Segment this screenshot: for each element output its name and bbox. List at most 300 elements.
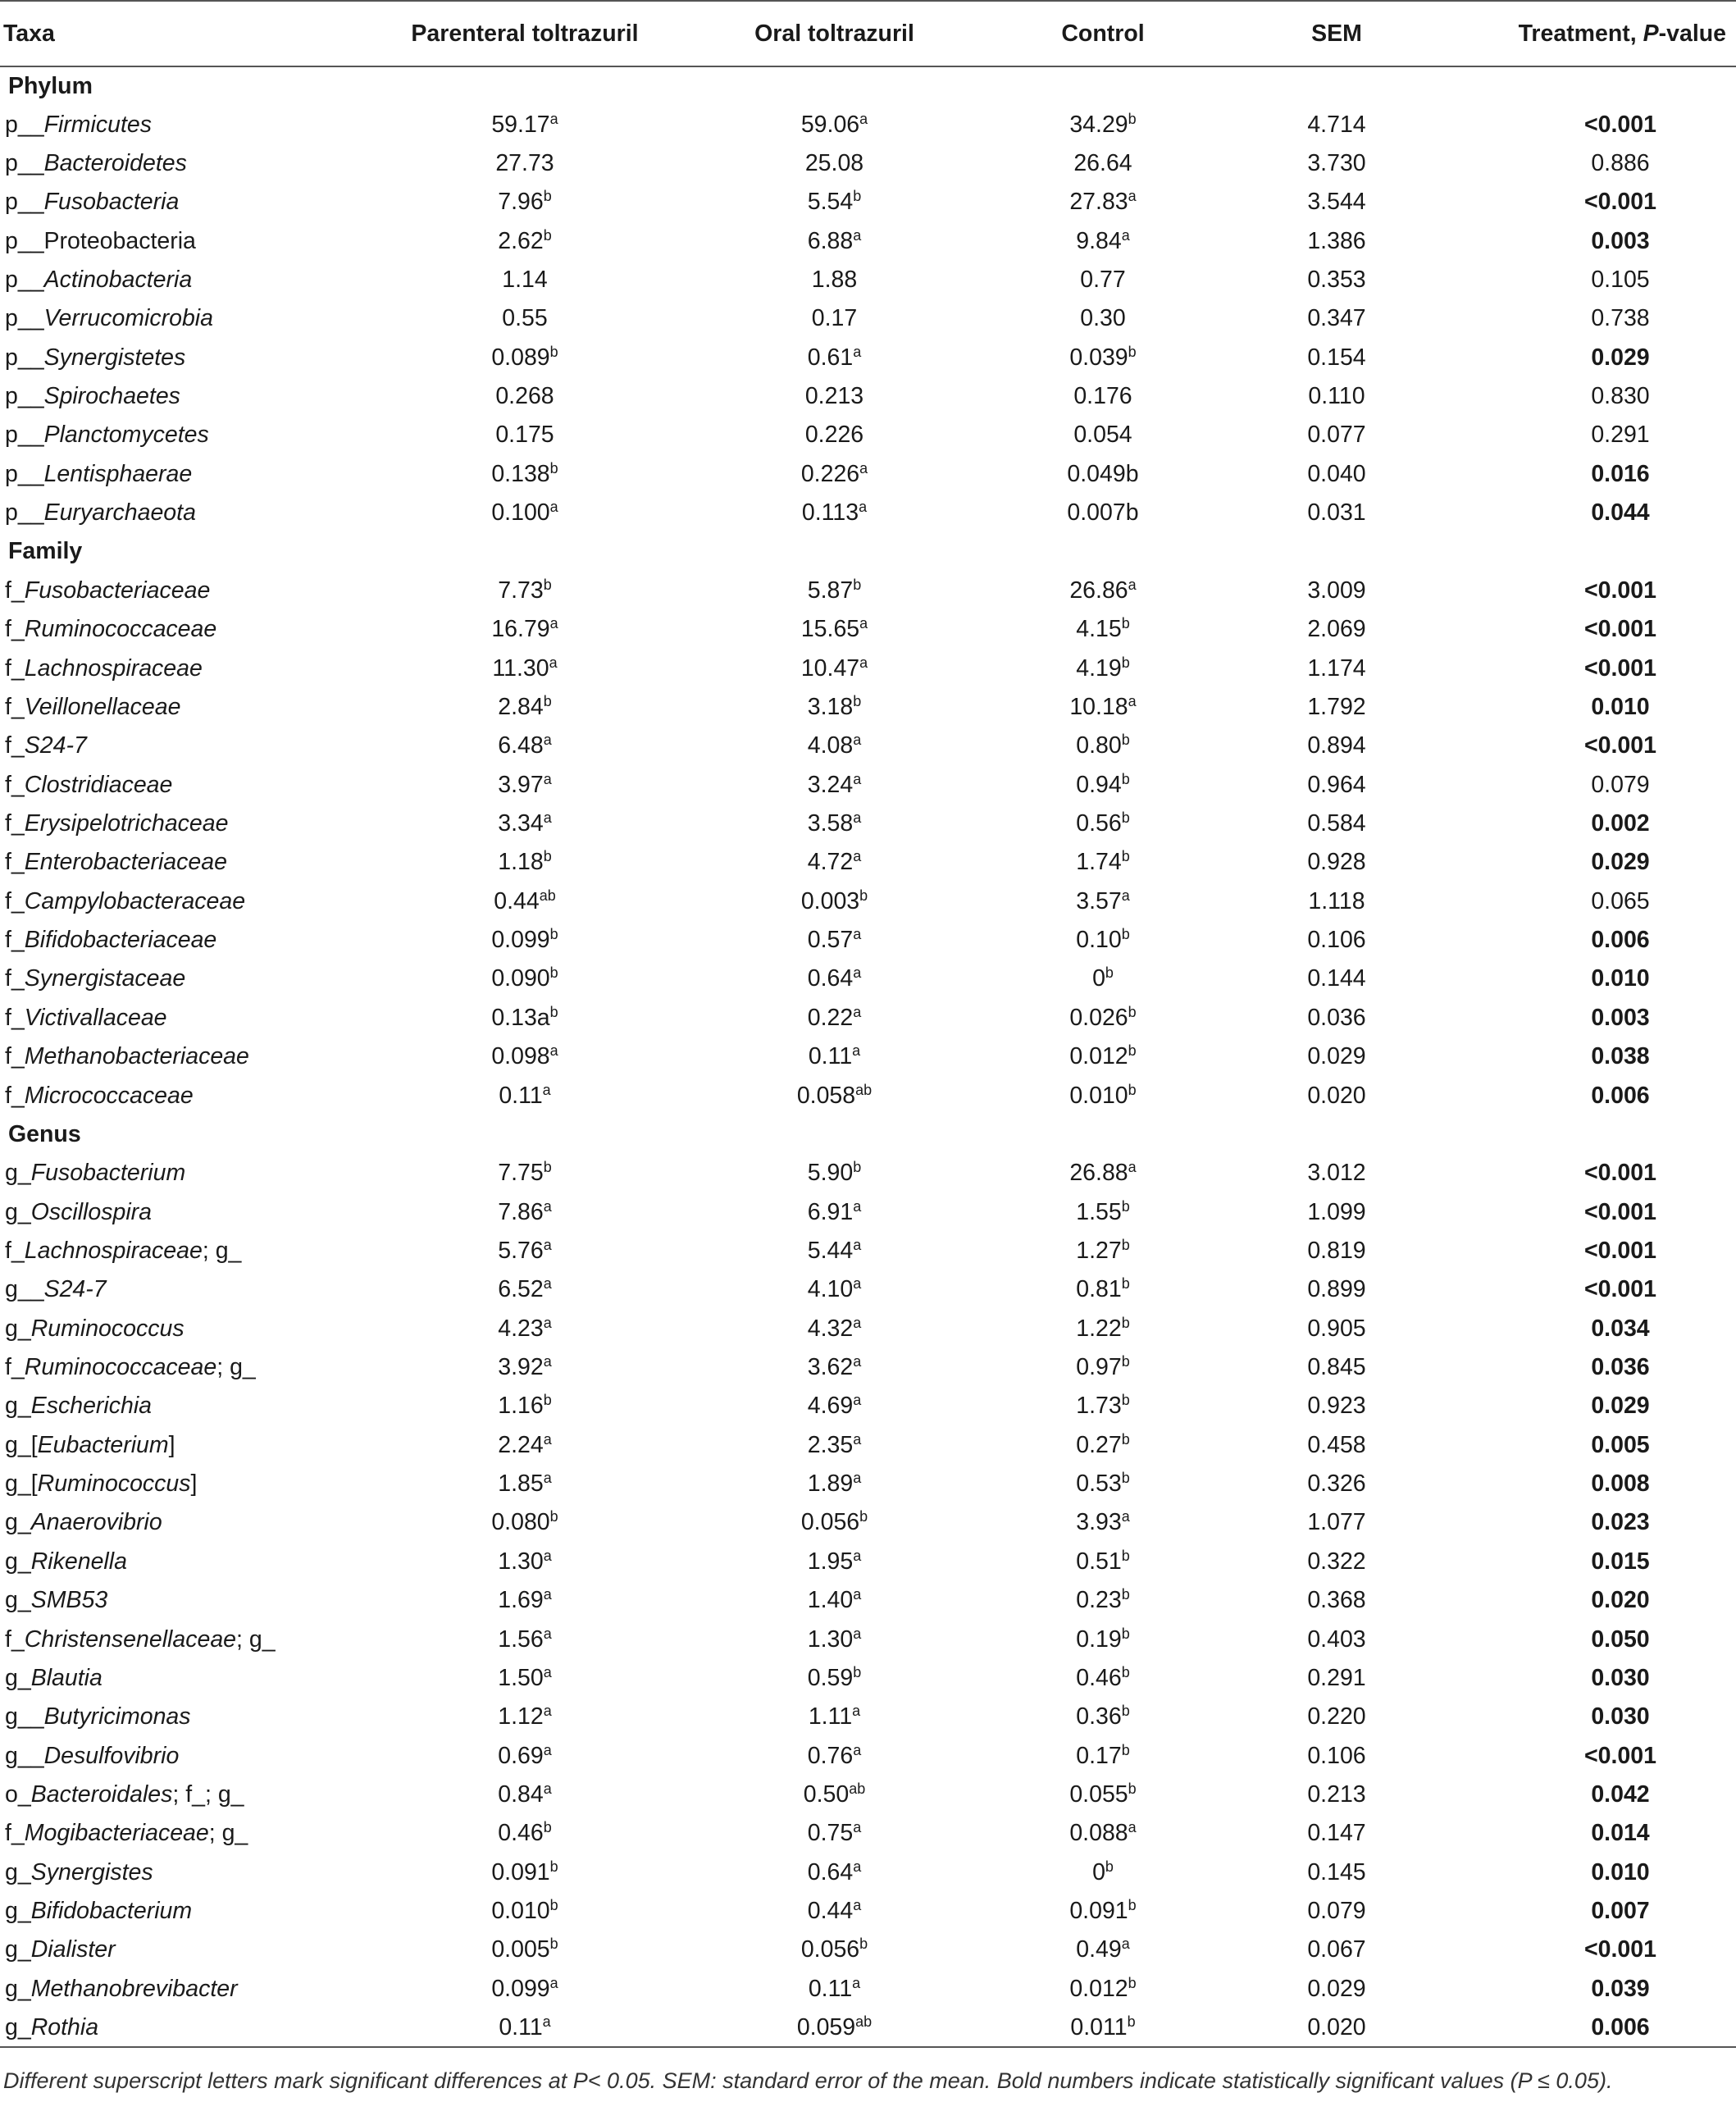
value-oral xyxy=(689,1659,980,1698)
value-oral xyxy=(689,1620,980,1658)
taxon-italic-name: Synergistaceae xyxy=(24,965,186,992)
table-row xyxy=(0,221,1736,260)
value-control xyxy=(980,1543,1226,1581)
taxon-prefix: f_ xyxy=(5,693,25,720)
value-superscript: b xyxy=(1121,848,1130,865)
value-pvalue: 0.039 xyxy=(1591,1975,1650,2002)
value-pvalue: 0.003 xyxy=(1591,1004,1650,1031)
value-number: 5.87 xyxy=(807,577,854,604)
value-number: 0.138 xyxy=(491,460,550,487)
value-oral xyxy=(689,1076,980,1115)
value-pvalue: 0.023 xyxy=(1591,1509,1650,1536)
table-row xyxy=(0,960,1736,998)
value-parenteral xyxy=(361,1270,689,1309)
value-superscript: a xyxy=(1128,188,1137,205)
taxon-italic-name: Oscillospira xyxy=(30,1198,152,1225)
value-superscript: b xyxy=(1127,2013,1136,2030)
value-superscript: a xyxy=(853,1586,862,1603)
value-control xyxy=(980,1736,1226,1775)
value-superscript: b xyxy=(543,1392,552,1409)
taxon-italic-name: Anaerovibrio xyxy=(30,1509,162,1536)
taxon-name xyxy=(0,1037,361,1076)
table-row xyxy=(0,1154,1736,1192)
table-row xyxy=(0,1387,1736,1425)
value-number: 26.88 xyxy=(1069,1160,1128,1187)
value-parenteral xyxy=(361,377,689,416)
value-number: 0 xyxy=(1092,965,1105,992)
value-pvalue: 0.029 xyxy=(1591,344,1650,371)
taxon-suffix: ; g_ xyxy=(208,1820,248,1847)
value-number: 1.55 xyxy=(1076,1198,1122,1225)
value-superscript: a xyxy=(859,654,868,671)
value-superscript: a xyxy=(543,732,552,749)
value-superscript: b xyxy=(853,1663,862,1680)
taxon-prefix: f_ xyxy=(5,771,25,798)
taxon-prefix: g_ xyxy=(5,1509,31,1536)
value-superscript: a xyxy=(853,926,862,943)
taxon-italic-name: Dialister xyxy=(30,1936,116,1963)
taxon-italic-name: Escherichia xyxy=(30,1393,153,1420)
value-superscript: b xyxy=(549,1897,558,1914)
value-number: 5.44 xyxy=(807,1237,854,1264)
value-superscript: a xyxy=(1121,226,1130,244)
value-number: 1.16 xyxy=(498,1393,544,1420)
value-superscript: a xyxy=(853,1547,862,1564)
taxon-italic-name: Spirochaetes xyxy=(43,383,180,410)
taxon-prefix: f_ xyxy=(5,577,25,604)
value-pvalue: 0.034 xyxy=(1591,1315,1650,1342)
value-parenteral xyxy=(361,1503,689,1542)
table-row xyxy=(0,1776,1736,1814)
taxon-name xyxy=(0,183,361,221)
value-pvalue: <0.001 xyxy=(1584,616,1656,643)
value-sem: 0.326 xyxy=(1307,1470,1366,1498)
value-superscript: b xyxy=(853,188,862,205)
value-control xyxy=(980,1037,1226,1076)
taxon-name xyxy=(0,1970,361,2009)
value-superscript: b xyxy=(1121,1586,1130,1603)
table-row xyxy=(0,1853,1736,1892)
value-oral xyxy=(689,1154,980,1192)
value-parenteral xyxy=(361,183,689,221)
value-parenteral xyxy=(361,105,689,144)
taxon-italic-name: Clostridiaceae xyxy=(24,771,173,798)
taxon-name xyxy=(0,1426,361,1465)
value-oral xyxy=(689,805,980,843)
section-row-family xyxy=(0,532,1736,571)
table-row xyxy=(0,261,1736,299)
value-control xyxy=(980,455,1226,494)
value-superscript: b xyxy=(1121,732,1130,749)
table-row xyxy=(0,1310,1736,1348)
value-superscript: a xyxy=(543,1547,552,1564)
table-row xyxy=(0,572,1736,610)
value-sem: 0.403 xyxy=(1307,1626,1366,1653)
value-parenteral xyxy=(361,921,689,960)
taxon-italic-name: S24-7 xyxy=(43,1276,107,1303)
taxon-prefix: g__ xyxy=(5,1276,44,1303)
value-superscript: a xyxy=(859,459,868,476)
table-header xyxy=(0,1,1736,66)
value-oral xyxy=(689,1503,980,1542)
value-control xyxy=(980,2009,1226,2047)
value-number: 0.176 xyxy=(1073,383,1132,410)
value-number: 0.090 xyxy=(491,965,550,992)
taxon-italic-name: SMB53 xyxy=(30,1587,108,1614)
value-number: 1.11 xyxy=(808,1703,853,1730)
value-parenteral xyxy=(361,1037,689,1076)
value-number: 0.088 xyxy=(1069,1820,1128,1847)
header-row xyxy=(0,1,1736,66)
value-control xyxy=(980,1892,1226,1931)
value-parenteral xyxy=(361,1076,689,1115)
value-oral xyxy=(689,144,980,183)
value-pvalue: 0.016 xyxy=(1591,460,1650,487)
taxon-italic-name: Butyricimonas xyxy=(43,1703,191,1730)
taxon-name xyxy=(0,1310,361,1348)
taxon-prefix: g_ xyxy=(5,1393,31,1420)
value-number: 1.73 xyxy=(1076,1393,1122,1420)
value-oral xyxy=(689,688,980,727)
taxon-italic-name: Blautia xyxy=(30,1664,103,1691)
value-superscript: a xyxy=(853,1470,862,1487)
value-oral xyxy=(689,1814,980,1853)
value-number: 6.52 xyxy=(498,1276,544,1303)
value-superscript: b xyxy=(543,692,552,709)
value-control xyxy=(980,1154,1226,1192)
value-sem: 1.386 xyxy=(1307,227,1366,254)
taxon-prefix: g_ xyxy=(5,1587,31,1614)
value-superscript: a xyxy=(1121,887,1130,904)
value-superscript: ab xyxy=(539,887,556,904)
taxon-name xyxy=(0,610,361,649)
section-title: Phylum xyxy=(8,72,93,99)
value-pvalue: 0.002 xyxy=(1591,810,1650,837)
taxon-italic-name: Victivallaceae xyxy=(24,1004,167,1031)
value-pvalue: <0.001 xyxy=(1584,654,1656,682)
value-pvalue: 0.014 xyxy=(1591,1820,1650,1847)
value-pvalue: 0.006 xyxy=(1591,927,1650,954)
value-parenteral xyxy=(361,882,689,921)
value-control xyxy=(980,765,1226,804)
value-number: 1.74 xyxy=(1076,849,1122,876)
value-superscript: b xyxy=(1128,1974,1137,1991)
value-number: 0.10 xyxy=(1076,927,1122,954)
value-oral xyxy=(689,1465,980,1503)
value-number: 2.84 xyxy=(498,693,544,720)
taxon-name xyxy=(0,765,361,804)
value-parenteral xyxy=(361,144,689,183)
value-pvalue: <0.001 xyxy=(1584,1742,1656,1769)
value-number: 0.268 xyxy=(495,383,554,410)
value-oral xyxy=(689,649,980,687)
value-number: 0.059 xyxy=(796,2013,856,2040)
value-pvalue: 0.006 xyxy=(1447,2009,1736,2047)
value-number: 2.62 xyxy=(498,227,544,254)
value-control xyxy=(980,572,1226,610)
value-superscript: a xyxy=(853,1236,862,1253)
value-parenteral xyxy=(361,843,689,882)
value-superscript: b xyxy=(1121,809,1130,826)
taxon-name xyxy=(0,416,361,454)
value-number: 1.85 xyxy=(498,1470,544,1498)
value-pvalue: 0.006 xyxy=(1591,1082,1650,1109)
value-number: 3.18 xyxy=(807,693,854,720)
value-control xyxy=(980,843,1226,882)
value-parenteral xyxy=(361,1736,689,1775)
value-sem: 1.077 xyxy=(1307,1509,1366,1536)
taxon-prefix: p__ xyxy=(5,266,44,293)
value-number: 4.69 xyxy=(807,1393,854,1420)
value-number: 0.13a xyxy=(491,1004,550,1031)
value-number: 3.57 xyxy=(1076,887,1122,914)
value-number: 0.11 xyxy=(499,2013,543,2040)
value-superscript: b xyxy=(543,576,552,593)
taxon-name xyxy=(0,1232,361,1270)
taxon-name xyxy=(0,299,361,338)
value-number: 1.14 xyxy=(502,266,548,293)
value-pvalue: <0.001 xyxy=(1584,189,1656,216)
taxon-italic-name: Ruminococcus xyxy=(30,1315,185,1342)
table-row xyxy=(0,843,1736,882)
table-row xyxy=(0,1270,1736,1309)
taxon-name xyxy=(0,805,361,843)
value-superscript: b xyxy=(1121,1392,1130,1409)
table-row xyxy=(0,1698,1736,1736)
value-parenteral xyxy=(361,1154,689,1192)
value-parenteral xyxy=(361,1348,689,1387)
value-number: 1.95 xyxy=(807,1548,854,1575)
value-oral xyxy=(689,610,980,649)
value-oral xyxy=(689,1581,980,1620)
taxon-prefix: g__ xyxy=(5,1703,44,1730)
value-pvalue: 0.003 xyxy=(1591,227,1650,254)
value-superscript: a xyxy=(543,1197,552,1215)
value-superscript: b xyxy=(549,926,558,943)
taxon-name xyxy=(0,1853,361,1892)
value-number: 1.22 xyxy=(1076,1315,1122,1342)
taxon-name xyxy=(0,1659,361,1698)
value-superscript: a xyxy=(543,770,552,787)
value-number: 0.11 xyxy=(808,1043,853,1070)
taxon-prefix: g_[ xyxy=(5,1470,38,1498)
taxon-italic-name: Ruminococcaceae xyxy=(24,1354,217,1381)
value-control xyxy=(980,649,1226,687)
value-superscript: a xyxy=(853,732,862,749)
value-number: 0.091 xyxy=(1069,1898,1128,1925)
taxon-name xyxy=(0,494,361,532)
taxon-suffix: ; g_ xyxy=(236,1626,276,1653)
value-sem: 1.174 xyxy=(1307,654,1366,682)
taxon-suffix: ] xyxy=(190,1470,198,1498)
value-sem: 0.458 xyxy=(1307,1431,1366,1458)
taxon-name xyxy=(0,649,361,687)
value-number: 0.058 xyxy=(796,1082,856,1109)
value-superscript: a xyxy=(543,1275,552,1293)
value-control xyxy=(980,144,1226,183)
value-sem: 0.147 xyxy=(1307,1820,1366,1847)
value-sem: 0.106 xyxy=(1307,1742,1366,1769)
value-superscript: b xyxy=(1121,1314,1130,1331)
value-parenteral xyxy=(361,960,689,998)
value-number: 0.23 xyxy=(1076,1587,1122,1614)
value-pvalue: 0.065 xyxy=(1591,887,1650,914)
value-superscript: a xyxy=(549,615,558,632)
value-number: 0.80 xyxy=(1076,732,1122,759)
value-superscript: b xyxy=(853,692,862,709)
value-number: 0.007b xyxy=(1067,499,1139,527)
value-superscript: b xyxy=(1121,1236,1130,1253)
value-superscript: a xyxy=(1128,1819,1137,1836)
value-number: 0.089 xyxy=(491,344,550,371)
value-superscript: a xyxy=(1121,1508,1130,1525)
value-number: 4.08 xyxy=(807,732,854,759)
value-number: 7.96 xyxy=(498,189,544,216)
taxon-italic-name: Lachnospiraceae xyxy=(24,654,203,682)
value-number: 0.049b xyxy=(1067,460,1139,487)
taxon-italic-name: Planctomycetes xyxy=(43,422,209,449)
table-row xyxy=(0,1348,1736,1387)
value-parenteral xyxy=(361,1387,689,1425)
value-superscript: a xyxy=(853,1275,862,1293)
taxon-italic-name: Euryarchaeota xyxy=(43,499,196,527)
value-number: 0.36 xyxy=(1076,1703,1122,1730)
value-superscript: ab xyxy=(855,1081,873,1098)
taxon-prefix: f_ xyxy=(5,1237,25,1264)
taxon-name xyxy=(0,1503,361,1542)
taxon-italic-name: Synergistetes xyxy=(43,344,186,371)
value-number: 0.026 xyxy=(1069,1004,1128,1031)
value-parenteral xyxy=(361,1232,689,1270)
value-number: 5.90 xyxy=(807,1160,854,1187)
value-oral xyxy=(689,765,980,804)
value-pvalue: 0.038 xyxy=(1591,1043,1650,1070)
table-row xyxy=(0,688,1736,727)
value-parenteral xyxy=(361,1543,689,1581)
value-superscript: a xyxy=(1121,1936,1130,1953)
section-row-phylum xyxy=(0,66,1736,105)
taxon-prefix: f_ xyxy=(5,1820,25,1847)
table-row xyxy=(0,2009,1736,2047)
value-parenteral xyxy=(361,727,689,765)
taxon-prefix: p__ xyxy=(5,460,44,487)
value-number: 0.22 xyxy=(807,1004,854,1031)
value-number: 9.84 xyxy=(1076,227,1122,254)
taxon-prefix: g_[ xyxy=(5,1431,38,1458)
taxon-name xyxy=(0,1543,361,1581)
taxon-italic-name: Ruminococcus xyxy=(37,1470,191,1498)
value-superscript: a xyxy=(853,1430,862,1448)
value-parenteral xyxy=(361,1310,689,1348)
table-footnote: Different superscript letters mark significant differences at P< 0.05. SEM: standard error of the mean. Bold numbers indicate statistically significant values (P ≤ 0.05). xyxy=(3,2068,1613,2093)
value-superscript: b xyxy=(1121,1625,1130,1642)
value-pvalue: <0.001 xyxy=(1584,111,1656,138)
value-parenteral xyxy=(361,1814,689,1853)
value-number: 0.69 xyxy=(498,1742,544,1769)
taxon-prefix: f_ xyxy=(5,1626,25,1653)
value-control xyxy=(980,1310,1226,1348)
value-pvalue: 0.738 xyxy=(1591,305,1650,332)
taxon-prefix: g_ xyxy=(5,1936,31,1963)
taxon-suffix: ] xyxy=(168,1431,175,1458)
value-number: 2.24 xyxy=(498,1431,544,1458)
taxon-name xyxy=(0,572,361,610)
value-number: 0.11 xyxy=(808,1975,853,2002)
value-number: 10.47 xyxy=(800,654,860,682)
taxon-italic-name: Enterobacteriaceae xyxy=(24,849,227,876)
value-control xyxy=(980,377,1226,416)
value-sem: 3.544 xyxy=(1307,189,1366,216)
value-number: 10.18 xyxy=(1069,693,1128,720)
value-superscript: b xyxy=(1121,615,1130,632)
value-pvalue: <0.001 xyxy=(1584,732,1656,759)
table-row xyxy=(0,649,1736,687)
taxon-italic-name: Bifidobacteriaceae xyxy=(24,927,217,954)
taxon-prefix: g_ xyxy=(5,1898,31,1925)
value-control xyxy=(980,921,1226,960)
value-control xyxy=(980,221,1226,260)
taxon-prefix: p__ xyxy=(5,383,44,410)
taxon-prefix: f_ xyxy=(5,616,25,643)
value-superscript: b xyxy=(543,188,552,205)
value-superscript: a xyxy=(853,1625,862,1642)
value-sem: 3.730 xyxy=(1307,149,1366,176)
value-number: 0.57 xyxy=(807,927,854,954)
taxon-prefix: g_ xyxy=(5,1160,31,1187)
value-parenteral xyxy=(361,1970,689,2009)
value-oral xyxy=(689,1543,980,1581)
value-pvalue: 0.015 xyxy=(1591,1548,1650,1575)
value-number: 7.75 xyxy=(498,1160,544,1187)
taxon-italic-name: Mogibacteriaceae xyxy=(24,1820,209,1847)
value-sem: 0.368 xyxy=(1307,1587,1366,1614)
value-number: 34.29 xyxy=(1069,111,1128,138)
value-number: 2.35 xyxy=(807,1431,854,1458)
table-row xyxy=(0,1659,1736,1698)
value-control xyxy=(980,261,1226,299)
value-number: 4.19 xyxy=(1076,654,1122,682)
taxon-prefix: p__ xyxy=(5,344,44,371)
value-superscript: a xyxy=(852,1974,861,1991)
value-superscript: b xyxy=(1128,110,1137,127)
value-pvalue: 0.886 xyxy=(1591,149,1650,176)
value-pvalue: 0.010 xyxy=(1591,965,1650,992)
value-superscript: a xyxy=(543,1314,552,1331)
value-sem: 4.714 xyxy=(1307,111,1366,138)
value-control xyxy=(980,688,1226,727)
value-parenteral xyxy=(361,1465,689,1503)
taxon-name xyxy=(0,105,361,144)
value-superscript: a xyxy=(543,1703,552,1720)
value-superscript: a xyxy=(853,848,862,865)
value-superscript: a xyxy=(542,1081,551,1098)
value-superscript: b xyxy=(1121,770,1130,787)
table-row xyxy=(0,1931,1736,1969)
taxon-name xyxy=(0,1698,361,1736)
value-superscript: b xyxy=(1121,926,1130,943)
table-row xyxy=(0,610,1736,649)
value-superscript: a xyxy=(543,1236,552,1253)
taxon-name xyxy=(0,1620,361,1658)
value-oral xyxy=(689,1426,980,1465)
taxon-name xyxy=(0,339,361,377)
taxon-italic-name: Rikenella xyxy=(30,1548,127,1575)
taxon-italic-name: Rothia xyxy=(30,2013,99,2040)
value-superscript: b xyxy=(1121,1275,1130,1293)
table-row xyxy=(0,339,1736,377)
value-pvalue: 0.010 xyxy=(1591,693,1650,720)
taxon-name xyxy=(0,1776,361,1814)
